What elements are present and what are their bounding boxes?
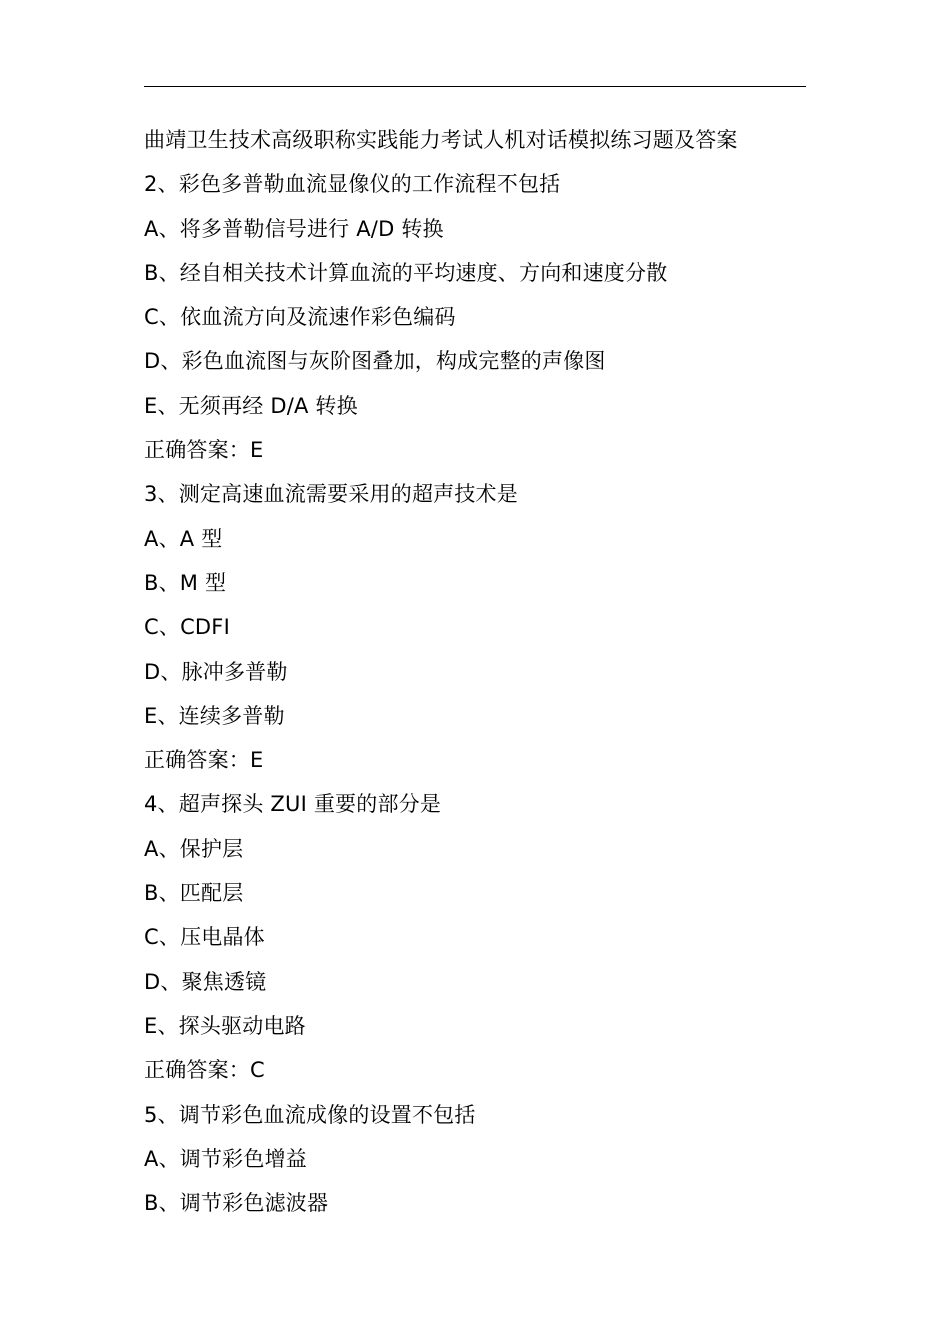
question-4-answer: 正确答案：C [144, 1058, 265, 1083]
question-2-option-d: D、彩色血流图与灰阶图叠加，构成完整的声像图 [144, 349, 606, 374]
question-3-option-b: B、M 型 [144, 570, 227, 595]
document-title: 曲靖卫生技术高级职称实践能力考试人机对话模拟练习题及答案 [144, 128, 738, 152]
question-3-option-c: C、CDFI [144, 615, 230, 640]
question-4-option-d: D、聚焦透镜 [144, 969, 267, 994]
question-3-answer: 正确答案：E [144, 748, 264, 773]
question-4-option-b: B、匹配层 [144, 881, 244, 906]
question-3-option-a: A、A 型 [144, 526, 223, 551]
question-5-stem: 5、调节彩色血流成像的设置不包括 [144, 1102, 476, 1127]
question-3-option-e: E、连续多普勒 [144, 703, 285, 728]
question-2-answer: 正确答案：E [144, 438, 264, 463]
question-4-option-a: A、保护层 [144, 836, 244, 861]
question-3-stem: 3、测定高速血流需要采用的超声技术是 [144, 482, 518, 507]
question-2-stem: 2、彩色多普勒血流显像仪的工作流程不包括 [144, 172, 561, 197]
question-2-option-e: E、无须再经 D/A 转换 [144, 393, 358, 418]
question-4-stem: 4、超声探头 ZUI 重要的部分是 [144, 792, 442, 817]
question-4-option-c: C、压电晶体 [144, 925, 265, 950]
question-5-option-b: B、调节彩色滤波器 [144, 1191, 329, 1216]
header-rule [144, 86, 806, 87]
document-body [144, 118, 806, 1225]
question-4-option-e: E、探头驱动电路 [144, 1013, 306, 1038]
question-5-option-a: A、调节彩色增益 [144, 1146, 307, 1171]
question-3-option-d: D、脉冲多普勒 [144, 659, 288, 684]
question-2-option-b: B、经自相关技术计算血流的平均速度、方向和速度分散 [144, 260, 668, 285]
question-2-option-a: A、将多普勒信号进行 A/D 转换 [144, 216, 444, 241]
question-2-option-c: C、依血流方向及流速作彩色编码 [144, 305, 456, 330]
